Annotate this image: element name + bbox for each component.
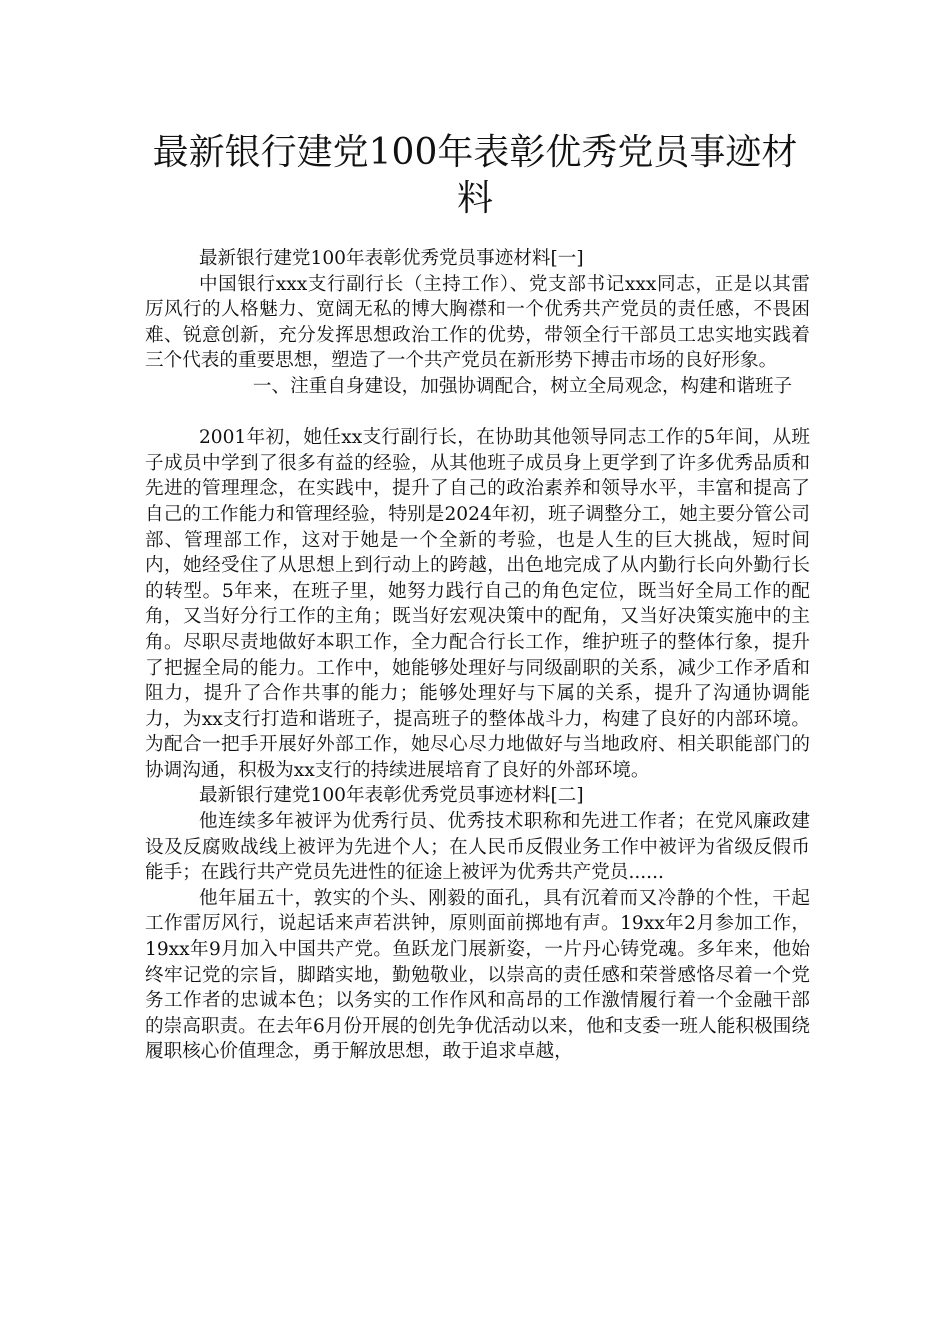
- section-heading-2: 最新银行建党100年表彰优秀党员事迹材料[二]: [198, 785, 584, 807]
- blank-line: [145, 400, 810, 426]
- body-paragraph: 中国银行xxx支行副行长（主持工作）、党支部书记xxx同志，正是以其雷厉风行的人格魅力、宽阔无私的博大胸襟和一个优秀共产党员的责任感，不畏困难、锐意创新，充分发挥思想政治工作的优势，带领全行干部员工忠实地实践着三个代表的重要思想，塑造了一个共产党员在新形势下搏击市场的良好形象。: [145, 273, 810, 372]
- body-paragraph: 2001年初，她任xx支行副行长，在协助其他领导同志工作的5年间，从班子成员中学到了很多有益的经验，从其他班子成员身上更学到了许多优秀品质和先进的管理理念，在实践中，提升了自己的政治素养和领导水平，丰富和提高了自己的工作能力和管理经验，特别是2024年初，班子调整分工，她主要分管公司部、管理部工作，这对于她是一个全新的考验，也是人生的巨大挑战，短时间内，她经受住了从思想上到行动上的跨越，出色地完成了从内勤行长向外勤行长的转型。5年来，在班子里，她努力践行自己的角色定位，既当好全局工作的配角，又当好分行工作的主角；既当好宏观决策中的配角，又当好决策实施中的主角。尽职尽责地做好本职工作，全力配合行长工作，维护班子的整体行象，提升了把握全局的能力。工作中，她能够处理好与同级副职的关系，减少工作矛盾和阻力，提升了合作共事的能力；能够处理好与下属的关系，提升了沟通协调能力，为xx支行打造和谐班子，提高班子的整体战斗力，构建了良好的内部环境。为配合一把手开展好外部工作，她尽心尽力地做好与当地政府、相关职能部门的协调沟通，积极为xx支行的持续进展培育了良好的外部环境。: [145, 427, 810, 781]
- document-body: [145, 246, 810, 1065]
- subsection-heading: 一、注重自身建设，加强协调配合，树立全局观念，构建和谐班子: [252, 375, 793, 397]
- body-paragraph: 他连续多年被评为优秀行员、优秀技术职称和先进工作者；在党风廉政建设及反腐败战线上被评为先进个人；在人民币反假业务工作中被评为省级反假币能手；在践行共产党员先进性的征途上被评为优秀共产党员......: [145, 811, 810, 884]
- document-title: 最新银行建党100年表彰优秀党员事迹材料: [152, 132, 798, 219]
- section-heading-1: 最新银行建党100年表彰优秀党员事迹材料[一]: [198, 248, 584, 269]
- body-paragraph: 他年届五十，敦实的个头、刚毅的面孔，具有沉着而又冷静的个性，干起工作雷厉风行，说起话来声若洪钟，原则面前掷地有声。19xx年2月参加工作，19xx年9月加入中国共产党。鱼跃龙门展新姿，一片丹心铸党魂。多年来，他始终牢记党的宗旨，脚踏实地，勤勉敬业，以崇高的责任感和荣誉感恪尽着一个党务工作者的忠诚本色；以务实的工作作风和高昂的工作激情履行着一个金融干部的崇高职责。在去年6月份开展的创先争优活动以来，他和支委一班人能积极围绕履职核心价值理念，勇于解放思想，敢于追求卓越，: [145, 887, 810, 1063]
